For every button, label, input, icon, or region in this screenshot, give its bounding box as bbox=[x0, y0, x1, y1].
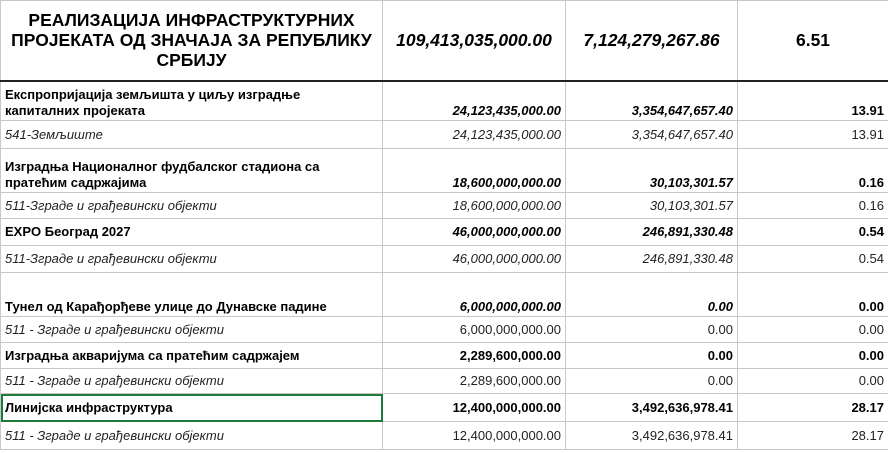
percent-cell[interactable] bbox=[738, 317, 888, 343]
header-row bbox=[1, 1, 888, 81]
percent-cell[interactable] bbox=[738, 219, 888, 246]
header-percent-cell[interactable] bbox=[738, 1, 888, 81]
row-label: 511 - Зграде и грађевински објекти bbox=[5, 373, 224, 388]
row-plan: 18,600,000,000.00 bbox=[452, 197, 561, 213]
row-plan: 12,400,000,000.00 bbox=[452, 399, 561, 415]
row-label: Изградња Националног фудбалског стадиона са пратећим садржајима bbox=[5, 159, 320, 190]
row-executed: 3,354,647,657.40 bbox=[631, 103, 733, 118]
row-label: 511 - Зграде и грађевински објекти bbox=[5, 321, 224, 337]
label-cell[interactable] bbox=[1, 246, 383, 273]
row-executed: 246,891,330.48 bbox=[642, 251, 733, 266]
row-label: 541-Земљиште bbox=[5, 126, 103, 142]
table-row bbox=[1, 246, 888, 273]
table-row bbox=[1, 394, 888, 422]
row-executed: 246,891,330.48 bbox=[642, 224, 733, 239]
row-executed: 3,354,647,657.40 bbox=[631, 126, 733, 142]
executed-cell[interactable] bbox=[566, 149, 738, 193]
plan-cell[interactable] bbox=[383, 81, 566, 121]
table-row bbox=[1, 317, 888, 343]
executed-cell[interactable] bbox=[566, 343, 738, 369]
executed-cell[interactable] bbox=[566, 394, 738, 422]
percent-cell[interactable] bbox=[738, 81, 888, 121]
label-cell[interactable] bbox=[1, 369, 383, 394]
executed-cell[interactable] bbox=[566, 121, 738, 149]
header-executed: 7,124,279,267.86 bbox=[583, 30, 720, 51]
plan-cell[interactable] bbox=[383, 273, 566, 317]
row-plan: 12,400,000,000.00 bbox=[452, 427, 561, 443]
row-executed: 0.00 bbox=[707, 299, 733, 314]
executed-cell[interactable] bbox=[566, 369, 738, 394]
row-percent: 28.17 bbox=[851, 427, 884, 443]
executed-cell[interactable] bbox=[566, 273, 738, 317]
header-title: РЕАЛИЗАЦИЈА ИНФРАСТРУКТУРНИХ ПРОЈЕКАТА ОД ЗНАЧАЈА ЗА РЕПУБЛИКУ СРБИЈУ bbox=[11, 10, 372, 71]
row-label: 511-Зграде и грађевински објекти bbox=[5, 251, 217, 266]
label-cell[interactable] bbox=[1, 317, 383, 343]
row-percent: 0.00 bbox=[858, 373, 884, 388]
row-percent: 0.54 bbox=[858, 224, 884, 239]
executed-cell[interactable] bbox=[566, 317, 738, 343]
plan-cell[interactable] bbox=[383, 394, 566, 422]
label-cell[interactable] bbox=[1, 149, 383, 193]
plan-cell[interactable] bbox=[383, 193, 566, 219]
table-row bbox=[1, 343, 888, 369]
table-row bbox=[1, 149, 888, 193]
row-plan: 46,000,000,000.00 bbox=[452, 251, 561, 266]
percent-cell[interactable] bbox=[738, 343, 888, 369]
executed-cell[interactable] bbox=[566, 219, 738, 246]
row-executed: 3,492,636,978.41 bbox=[631, 399, 733, 415]
row-plan: 24,123,435,000.00 bbox=[452, 103, 561, 118]
row-plan: 46,000,000,000.00 bbox=[452, 224, 561, 239]
label-cell[interactable] bbox=[1, 343, 383, 369]
row-label: Експропријација земљишта у циљу изградње капиталних пројеката bbox=[5, 87, 301, 118]
plan-cell[interactable] bbox=[383, 121, 566, 149]
row-label: Тунел од Карађорђеве улице до Дунавске падине bbox=[5, 299, 327, 314]
executed-cell[interactable] bbox=[566, 422, 738, 450]
row-plan: 6,000,000,000.00 bbox=[459, 321, 561, 337]
row-plan: 2,289,600,000.00 bbox=[459, 347, 561, 363]
label-cell[interactable] bbox=[1, 193, 383, 219]
header-executed-cell[interactable] bbox=[566, 1, 738, 81]
plan-cell[interactable] bbox=[383, 246, 566, 273]
plan-cell[interactable] bbox=[383, 317, 566, 343]
row-plan: 6,000,000,000.00 bbox=[459, 299, 561, 314]
row-percent: 0.54 bbox=[858, 251, 884, 266]
row-executed: 0.00 bbox=[707, 347, 733, 363]
row-executed: 3,492,636,978.41 bbox=[631, 427, 733, 443]
row-plan: 2,289,600,000.00 bbox=[459, 373, 561, 388]
row-percent: 0.16 bbox=[858, 175, 884, 190]
table-row bbox=[1, 219, 888, 246]
row-executed: 30,103,301.57 bbox=[649, 175, 733, 190]
row-percent: 0.00 bbox=[858, 321, 884, 337]
table-row bbox=[1, 121, 888, 149]
percent-cell[interactable] bbox=[738, 422, 888, 450]
executed-cell[interactable] bbox=[566, 246, 738, 273]
header-plan-cell[interactable] bbox=[383, 1, 566, 81]
label-cell[interactable] bbox=[1, 273, 383, 317]
table-row bbox=[1, 369, 888, 394]
row-percent: 0.16 bbox=[858, 197, 884, 213]
percent-cell[interactable] bbox=[738, 121, 888, 149]
header-title-cell[interactable] bbox=[1, 1, 383, 81]
percent-cell[interactable] bbox=[738, 246, 888, 273]
percent-cell[interactable] bbox=[738, 369, 888, 394]
row-label: Линијска инфраструктура bbox=[5, 399, 173, 415]
row-executed: 30,103,301.57 bbox=[649, 197, 733, 213]
row-percent: 13.91 bbox=[851, 103, 884, 118]
label-cell[interactable] bbox=[1, 81, 383, 121]
row-label: 511 - Зграде и грађевински објекти bbox=[5, 427, 224, 443]
header-percent: 6.51 bbox=[795, 30, 831, 51]
row-executed: 0.00 bbox=[707, 373, 733, 388]
plan-cell[interactable] bbox=[383, 369, 566, 394]
row-percent: 28.17 bbox=[851, 399, 884, 415]
plan-cell[interactable] bbox=[383, 422, 566, 450]
plan-cell[interactable] bbox=[383, 219, 566, 246]
plan-cell[interactable] bbox=[383, 149, 566, 193]
plan-cell[interactable] bbox=[383, 343, 566, 369]
table-row bbox=[1, 81, 888, 121]
executed-cell[interactable] bbox=[566, 81, 738, 121]
percent-cell[interactable] bbox=[738, 394, 888, 422]
table-row bbox=[1, 193, 888, 219]
percent-cell[interactable] bbox=[738, 193, 888, 219]
label-cell[interactable] bbox=[1, 121, 383, 149]
row-percent: 13.91 bbox=[851, 126, 884, 142]
row-plan: 18,600,000,000.00 bbox=[452, 175, 561, 190]
table-row bbox=[1, 273, 888, 317]
row-percent: 0.00 bbox=[858, 299, 884, 314]
header-plan: 109,413,035,000.00 bbox=[396, 30, 552, 51]
label-cell[interactable] bbox=[1, 219, 383, 246]
executed-cell[interactable] bbox=[566, 193, 738, 219]
percent-cell[interactable] bbox=[738, 149, 888, 193]
row-label: 511-Зграде и грађевински објекти bbox=[5, 197, 217, 213]
row-plan: 24,123,435,000.00 bbox=[452, 126, 561, 142]
row-percent: 0.00 bbox=[858, 347, 884, 363]
table-row bbox=[1, 422, 888, 450]
row-label: Изградња акваријума са пратећим садржајем bbox=[5, 347, 300, 363]
label-cell[interactable] bbox=[1, 422, 383, 450]
row-executed: 0.00 bbox=[707, 321, 733, 337]
label-cell-selected[interactable] bbox=[1, 394, 383, 422]
row-label: EXPO Београд 2027 bbox=[5, 224, 131, 239]
percent-cell[interactable] bbox=[738, 273, 888, 317]
